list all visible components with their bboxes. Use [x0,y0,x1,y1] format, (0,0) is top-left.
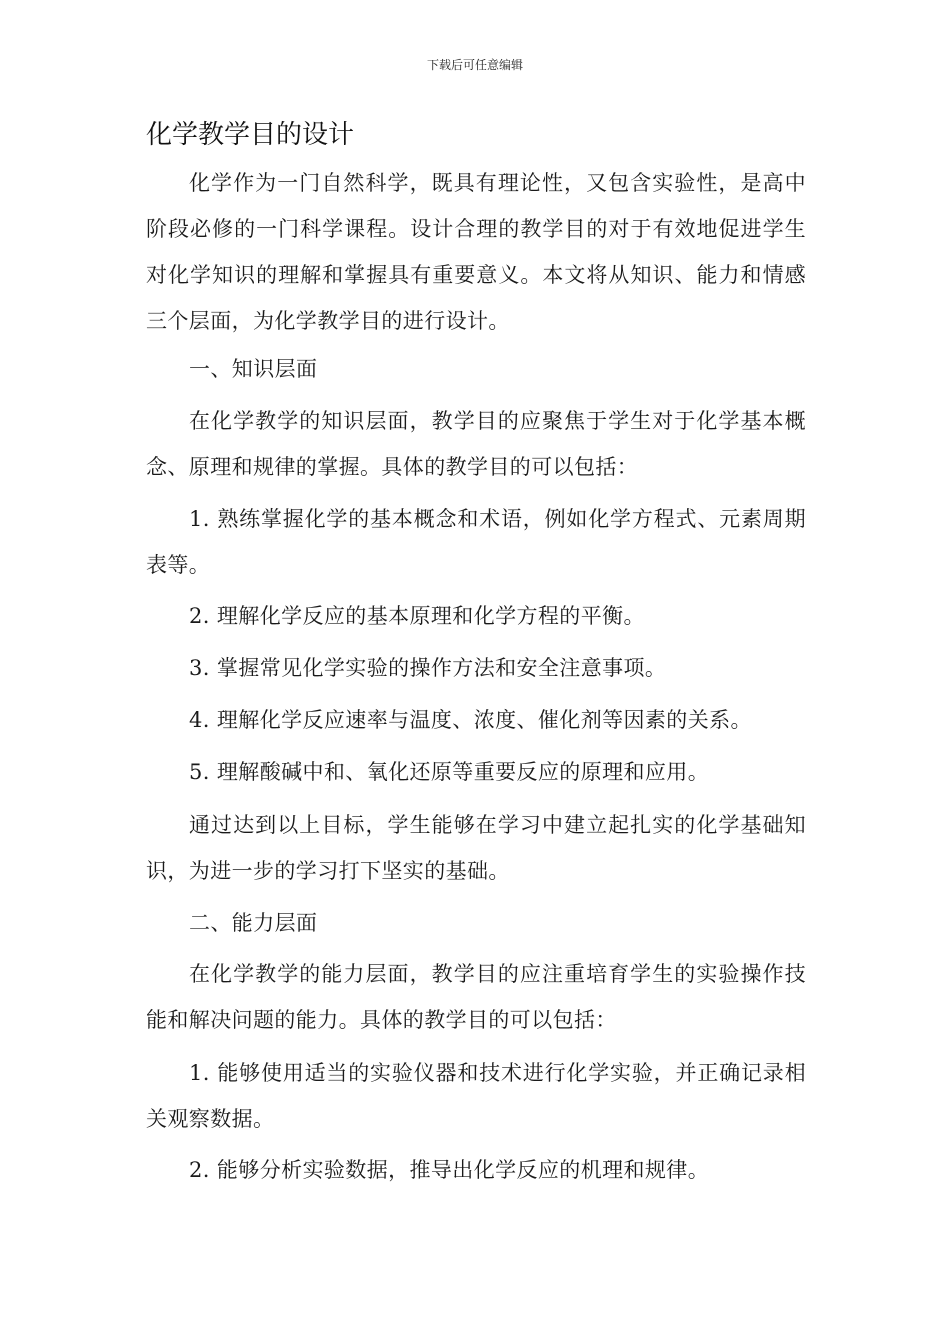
knowledge-summary-paragraph: 通过达到以上目标，学生能够在学习中建立起扎实的化学基础知识，为进一步的学习打下坚实的基础。 [146,813,806,883]
ability-intro-paragraph: 在化学教学的能力层面，教学目的应注重培育学生的实验操作技能和解决问题的能力。具体的教学目的可以包括： [146,962,806,1032]
knowledge-item-2: 2. 理解化学反应的基本原理和化学方程的平衡。 [189,604,645,628]
knowledge-item-5: 5. 理解酸碱中和、氧化还原等重要反应的原理和应用。 [189,760,710,784]
knowledge-item-3: 3. 掌握常见化学实验的操作方法和安全注意事项。 [189,656,667,680]
knowledge-item-4: 4. 理解化学反应速率与温度、浓度、催化剂等因素的关系。 [189,708,752,732]
document-title: 化学教学目的设计 [146,120,355,150]
section-heading-knowledge: 一、知识层面 [189,357,318,381]
section-heading-ability: 二、能力层面 [189,911,318,935]
knowledge-item-1: 1. 熟练掌握化学的基本概念和术语，例如化学方程式、元素周期表等。 [146,507,806,577]
knowledge-intro-paragraph: 在化学教学的知识层面，教学目的应聚焦于学生对于化学基本概念、原理和规律的掌握。具体的教学目的可以包括： [146,409,806,479]
ability-item-1: 1. 能够使用适当的实验仪器和技术进行化学实验，并正确记录相关观察数据。 [146,1061,806,1131]
ability-item-2: 2. 能够分析实验数据，推导出化学反应的机理和规律。 [189,1158,710,1182]
intro-paragraph: 化学作为一门自然科学，既具有理论性，又包含实验性，是高中阶段必修的一门科学课程。设计合理的教学目的对于有效地促进学生对化学知识的理解和掌握具有重要意义。本文将从知识、能力和情感三个层面，为化学教学目的进行设计。 [146,171,806,333]
page-header-note: 下载后可任意编辑 [426,58,523,72]
